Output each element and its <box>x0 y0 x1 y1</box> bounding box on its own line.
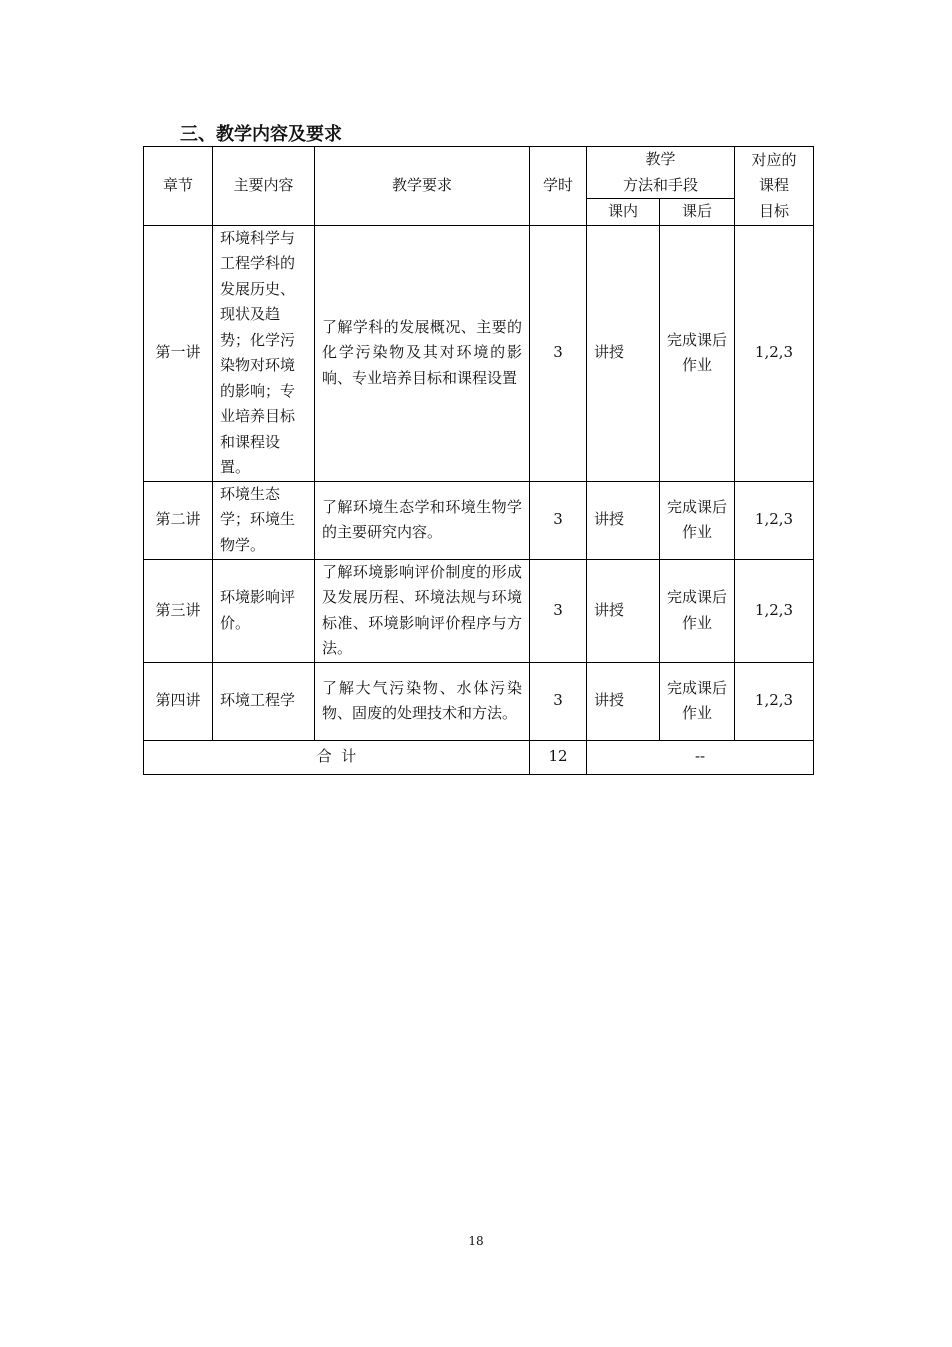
header-goals-line1: 对应的 <box>751 150 797 169</box>
header-hours: 学时 <box>530 147 587 226</box>
total-row <box>144 740 814 774</box>
total-hours: 12 <box>530 740 587 774</box>
in-class-cell: 讲授 <box>587 481 660 559</box>
teaching-content-table <box>143 146 814 775</box>
hours-cell: 3 <box>530 559 587 662</box>
after-class-cell: 完成课后作业 <box>660 225 735 481</box>
in-class-cell: 讲授 <box>587 662 660 740</box>
goals-cell: 1,2,3 <box>735 481 814 559</box>
table-row <box>144 481 814 559</box>
goals-cell: 1,2,3 <box>735 225 814 481</box>
content-cell: 环境科学与工程学科的发展历史、现状及趋势；化学污染物对环境的影响；专业培养目标和课程设置。 <box>213 225 315 481</box>
header-goals-line3: 目标 <box>759 201 790 220</box>
header-main-content: 主要内容 <box>213 147 315 226</box>
table-row <box>144 662 814 740</box>
content-cell: 环境影响评价。 <box>213 559 315 662</box>
chapter-cell: 第三讲 <box>144 559 213 662</box>
after-class-cell: 完成课后作业 <box>660 662 735 740</box>
header-requirement: 教学要求 <box>315 147 530 226</box>
content-cell: 环境生态学；环境生物学。 <box>213 481 315 559</box>
content-cell: 环境工程学 <box>213 662 315 740</box>
after-class-cell: 完成课后作业 <box>660 481 735 559</box>
requirement-cell: 了解环境影响评价制度的形成及发展历程、环境法规与环境标准、环境影响评价程序与方法。 <box>315 559 530 662</box>
header-in-class: 课内 <box>587 199 660 226</box>
table-row <box>144 225 814 481</box>
hours-cell: 3 <box>530 662 587 740</box>
hours-cell: 3 <box>530 481 587 559</box>
header-goals <box>735 147 814 226</box>
requirement-cell: 了解环境生态学和环境生物学的主要研究内容。 <box>315 481 530 559</box>
total-rest: -- <box>587 740 814 774</box>
header-methods-line2: 方法和手段 <box>623 175 699 194</box>
chapter-cell: 第一讲 <box>144 225 213 481</box>
requirement-cell: 了解学科的发展概况、主要的化学污染物及其对环境的影响、专业培养目标和课程设置 <box>315 225 530 481</box>
chapter-cell: 第二讲 <box>144 481 213 559</box>
total-label: 合 计 <box>144 740 530 774</box>
header-methods-line1: 教学 <box>645 150 676 168</box>
header-goals-line2: 课程 <box>759 176 790 194</box>
page-number: 18 <box>468 1234 484 1248</box>
section-title: 三、教学内容及要求 <box>180 124 342 145</box>
in-class-cell: 讲授 <box>587 559 660 662</box>
hours-cell: 3 <box>530 225 587 481</box>
header-methods <box>587 147 735 199</box>
header-chapter: 章节 <box>144 147 213 226</box>
goals-cell: 1,2,3 <box>735 559 814 662</box>
goals-cell: 1,2,3 <box>735 662 814 740</box>
table-row <box>144 559 814 662</box>
chapter-cell: 第四讲 <box>144 662 213 740</box>
requirement-cell: 了解大气污染物、水体污染物、固废的处理技术和方法。 <box>315 662 530 740</box>
in-class-cell: 讲授 <box>587 225 660 481</box>
after-class-cell: 完成课后作业 <box>660 559 735 662</box>
header-row <box>144 147 814 199</box>
header-after-class: 课后 <box>660 199 735 226</box>
